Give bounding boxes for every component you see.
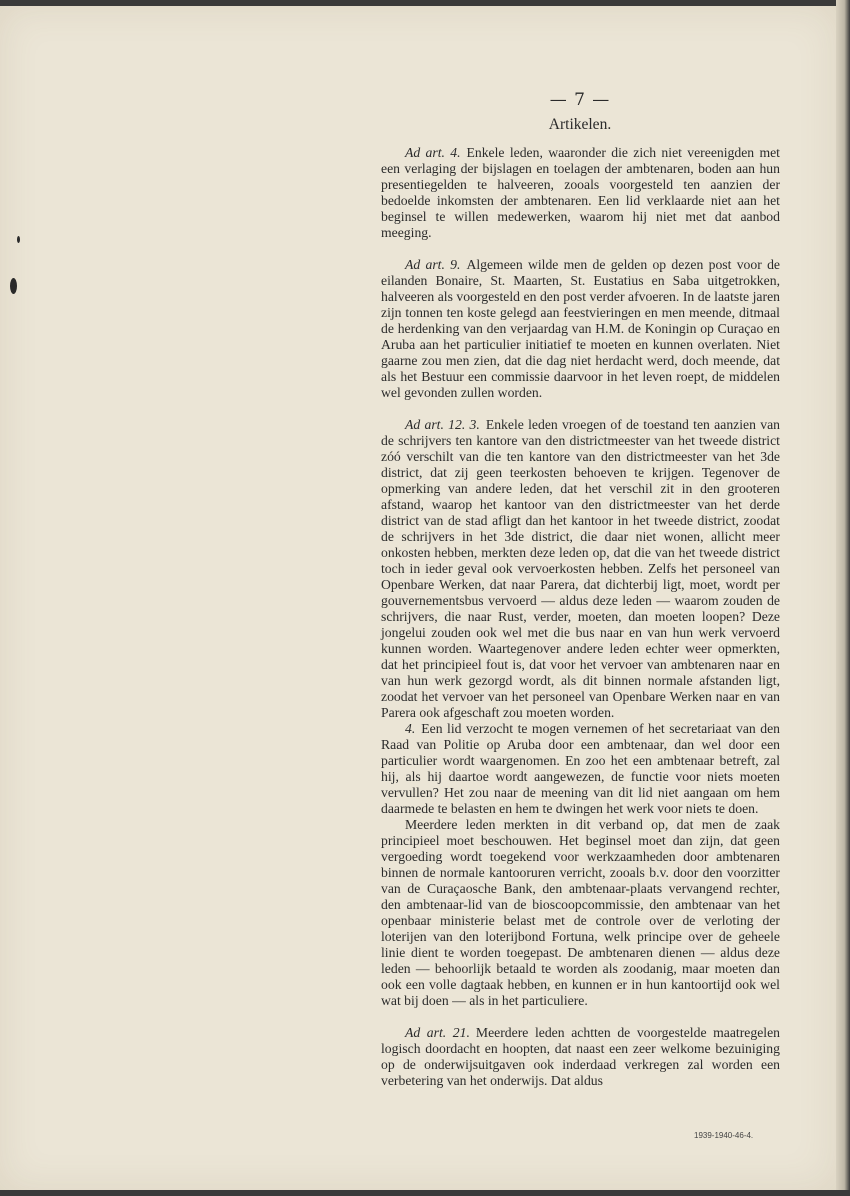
article-ref: Ad art. 12. 3. <box>405 417 480 432</box>
paragraph-continued <box>381 817 780 1009</box>
ink-spot <box>10 278 17 294</box>
paragraph-text: Enkele leden vroegen of de toestand ten aanzien van de schrijvers ten kantore van den districtmeester van het tweede district zóó verschilt van die ten kantore van den districtmeester van het 3de district, dat zij geen teerkosten behoeven te krijgen. Tegenover de opmerking van andere leden, dat het verschil zit in den grooteren afstand, waarop het kantoor van den districtmeester van het derde district van de stad afligt dan het kantoor in het tweede district, zoodat de schrijvers in het 3de district, die daar niet wonen, allicht meer onkosten hebben, merkten deze leden op, dat die van het tweede district toch in ieder geval ook vervoerkosten hebben. Zelfs het personeel van Openbare Werken, dat naar Parera, dat dichterbij ligt, moet, wordt per gouvernementsbus vervoerd — aldus deze leden — waarom zouden de schrijvers, die naar Rust, verder, moeten, dan moeten loopen? Deze jongelui zouden ook wel met die bus naar en van hun werk vervoerd kunnen worden. Waartegenover andere leden echter weer opmerkten, dat het principieel fout is, dat voor het vervoer van ambtenaren naar en van hun werk gezorgd wordt, als dit binnen normale afstanden ligt, zoodat het vervoer van het personeel van Openbare Werken naar en van Parera ook afgeschaft zou moeten worden. <box>381 417 781 720</box>
article-ref: Ad art. 21. <box>405 1025 470 1040</box>
paragraph-text: Enkele leden, waaronder die zich niet vereenigden met een verlaging der bijslagen en toelagen der ambtenaren, boden aan hun presentiegelden te halveeren, zooals voorgesteld ten aanzien der bedoelde inkomsten der ambtenaren. Een lid verklaarde niet aan het beginsel te willen medewerken, waarom hij niet met dat aanbod meeging. <box>381 145 780 240</box>
paragraph-text: Een lid verzocht te mogen vernemen of het secretariaat van den Raad van Politie op Aruba door een ambtenaar, dan wel door een particulier wordt waargenomen. En zoo het een ambtenaar betreft, zal hij, als hij daartoe wordt aangewezen, de functie voor niets moeten vervullen? Het zou naar de meening van dit lid niet aangaan om hem daarmede te belasten en hem te dwingen het werk voor niets te doen. <box>381 721 780 816</box>
section-title: Artikelen. <box>548 116 612 133</box>
article-ref: 4. <box>405 721 416 736</box>
body-text <box>381 145 780 1089</box>
paragraph-art-4 <box>381 145 780 241</box>
paragraph-art-12-4 <box>381 721 780 817</box>
paragraph-art-9 <box>381 257 780 401</box>
page-bottom-edge <box>0 1190 850 1196</box>
paragraph-text: Algemeen wilde men de gelden op dezen post voor de eilanden Bonaire, St. Maarten, St. Eustatius en Saba uitgetrokken, halveeren als voorgesteld en den post verder afvoeren. In de laatste jaren zijn tonnen ten koste gelegd aan feestvieringen en men meende, ditmaal de herdenking van den verjaardag van H.M. de Koningin op Curaçao en Aruba aan het particulier initiatief te moeten en kunnen overlaten. Niet gaarne zou men zien, dat die dag niet herdacht werd, doch meende, dat als het Bestuur een commissie daarvoor in het leven roept, de middelen wel gevonden zullen worden. <box>381 257 780 400</box>
paragraph-art-12-3 <box>381 417 780 721</box>
ink-spot <box>17 236 20 243</box>
paragraph-text: Meerdere leden achtten de voorgestelde maatregelen logisch doordacht en hoopten, dat naast een zeer welkome bezuiniging op de onderwijsuitgaven ook inderdaad verkregen zal worden een verbetering van het onderwijs. Dat aldus <box>381 1025 780 1088</box>
paragraph-art-21 <box>381 1025 780 1089</box>
page-header <box>380 90 780 134</box>
article-ref: Ad art. 9. <box>405 257 461 272</box>
page-edge <box>836 0 850 1196</box>
article-ref: Ad art. 4. <box>405 145 461 160</box>
document-code: 1939-1940-46-4. <box>694 1131 754 1140</box>
paragraph-text: Meerdere leden merkten in dit verband op, dat men de zaak principieel moet beschouwen. Het beginsel moet dan zijn, dat geen vergoeding wordt toegekend voor werkzaamheden door ambtenaren binnen de normale kantooruren verricht, zooals b.v. door den voorzitter van de Curaçaosche Bank, den ambtenaar-plaats vervangend rechter, den ambtenaar-lid van de bioscoopcommissie, den ambtenaar van het openbaar ministerie belast met de controle over de verloting der loterijen van den loterijbond Fortuna, welk principe over de geheele linie dient te worden toegepast. De ambtenaren dienen — aldus deze leden — behoorlijk betaald te worden als zoodanig, maar moeten dan ook een volle dagtaak hebben, en kunnen er in hun kantoortijd ook wel wat bij doen — als in het particuliere. <box>381 817 780 1008</box>
page-number: — 7 — <box>549 90 611 110</box>
